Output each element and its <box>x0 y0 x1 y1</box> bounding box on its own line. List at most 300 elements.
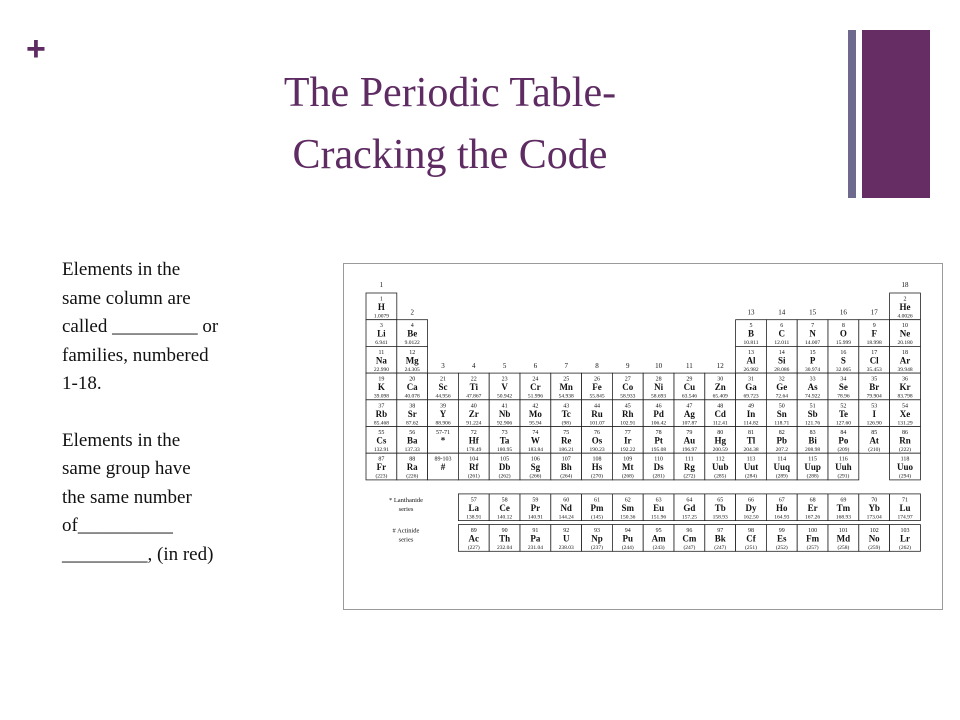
atomic-number: 89-103 <box>434 456 452 463</box>
element-symbol: Pr <box>530 502 541 513</box>
atomic-mass: (209) <box>837 447 850 453</box>
element-symbol: O <box>839 328 847 339</box>
atomic-number: 63 <box>655 497 662 504</box>
element-symbol: Am <box>651 533 666 544</box>
atomic-number: 11 <box>378 349 385 356</box>
atomic-mass: 87.62 <box>406 420 419 427</box>
element-symbol: Y <box>439 408 447 419</box>
element-symbol: Uup <box>804 462 821 473</box>
atomic-number: 74 <box>532 430 539 436</box>
group-number: 10 <box>655 362 663 371</box>
element-symbol: I <box>872 408 876 419</box>
atomic-mass: 18.998 <box>866 340 882 347</box>
element-symbol: No <box>868 533 880 544</box>
atomic-mass: 12.011 <box>774 340 790 347</box>
atomic-mass: 102.91 <box>620 420 636 427</box>
atomic-mass: 40.078 <box>404 393 420 400</box>
element-symbol: Ta <box>499 435 510 446</box>
atomic-mass: 95.94 <box>529 420 542 427</box>
atomic-mass: 69.723 <box>743 393 759 400</box>
atomic-mass: 85.468 <box>373 420 389 427</box>
element-symbol: Md <box>836 533 851 544</box>
element-symbol: Ne <box>899 328 911 339</box>
element-symbol: Cf <box>746 533 756 544</box>
atomic-mass: 195.08 <box>651 447 667 453</box>
atomic-number: 67 <box>778 497 785 504</box>
atomic-mass: 106.42 <box>651 420 667 427</box>
element-symbol: Bk <box>714 533 726 544</box>
atomic-number: 118 <box>900 456 910 463</box>
decorative-bar-thick <box>862 30 930 198</box>
atomic-mass: 20.180 <box>897 340 913 347</box>
atomic-number: 32 <box>778 376 785 383</box>
atomic-number: 52 <box>840 403 847 410</box>
atomic-number: 12 <box>409 349 416 356</box>
atomic-mass: 74.922 <box>805 393 821 400</box>
element-symbol: Yb <box>868 502 880 513</box>
element-symbol: Fe <box>592 382 602 393</box>
element-symbol: Se <box>838 382 848 393</box>
atomic-mass: 14.007 <box>805 340 821 347</box>
atomic-mass: 150.36 <box>620 514 636 521</box>
atomic-mass: 121.76 <box>805 420 821 427</box>
atomic-mass: (258) <box>837 545 850 552</box>
atomic-mass: (223) <box>375 473 388 480</box>
atomic-mass: (288) <box>806 473 819 480</box>
element-symbol: Ni <box>654 382 664 393</box>
atomic-number: 92 <box>563 528 570 535</box>
element-symbol: Lu <box>899 502 911 513</box>
atomic-mass: 101.07 <box>589 420 605 427</box>
atomic-number: 105 <box>500 456 510 463</box>
element-symbol: Ir <box>624 435 632 446</box>
atomic-number: 1 <box>379 296 383 303</box>
atomic-mass: 83.798 <box>897 393 913 400</box>
element-symbol: Dy <box>745 502 757 513</box>
atomic-mass: 78.96 <box>837 393 850 400</box>
atomic-mass: 58.933 <box>620 393 636 400</box>
atomic-number: 43 <box>563 403 570 410</box>
text-line: same group have <box>62 458 191 479</box>
atomic-number: 76 <box>594 430 600 436</box>
element-symbol: C <box>778 328 786 339</box>
atomic-number: 20 <box>409 376 416 383</box>
atomic-mass: (252) <box>775 545 788 552</box>
atomic-number: 110 <box>654 456 663 463</box>
element-symbol: Uuo <box>896 462 914 473</box>
element-symbol: Lr <box>900 533 910 544</box>
atomic-number: 45 <box>624 403 631 410</box>
element-symbol: Rb <box>375 408 388 419</box>
atomic-mass: (222) <box>899 447 911 453</box>
atomic-number: 98 <box>748 528 754 535</box>
atomic-number: 81 <box>748 430 754 436</box>
atomic-number: 35 <box>871 376 878 383</box>
atomic-mass: 232.04 <box>497 545 513 552</box>
atomic-number: 102 <box>869 528 879 535</box>
element-symbol: Cu <box>683 382 696 393</box>
atomic-mass: 1.0079 <box>373 313 389 320</box>
atomic-number: 94 <box>624 528 631 535</box>
atomic-number: 101 <box>838 528 848 535</box>
element-symbol: Xe <box>899 408 911 419</box>
atomic-number: 85 <box>871 430 878 436</box>
atomic-mass: 28.086 <box>774 366 790 373</box>
atomic-mass: 54.938 <box>558 393 574 400</box>
element-symbol: S <box>840 355 846 366</box>
atomic-number: 68 <box>809 497 816 504</box>
body-text <box>62 256 302 569</box>
atomic-number: 114 <box>777 456 787 463</box>
element-symbol: Ca <box>406 382 418 393</box>
element-symbol: Pu <box>622 533 634 544</box>
atomic-number: 57-71 <box>436 430 450 436</box>
element-symbol: Pb <box>776 435 788 446</box>
element-symbol: Sg <box>530 462 541 473</box>
element-symbol: Ac <box>468 533 480 544</box>
title-line-1: The Periodic Table- <box>283 70 617 116</box>
element-symbol: H <box>377 302 385 312</box>
paragraph-columns <box>62 256 302 399</box>
atomic-number: 24 <box>532 376 539 383</box>
atomic-number: 86 <box>902 430 908 436</box>
element-symbol: Mn <box>559 382 573 393</box>
atomic-mass: 39.098 <box>373 393 389 400</box>
atomic-mass: 6.941 <box>375 340 388 347</box>
element-symbol: Rf <box>469 462 479 473</box>
atomic-number: 37 <box>378 403 385 410</box>
element-symbol: Ti <box>469 382 478 393</box>
element-symbol: Ar <box>899 355 911 366</box>
atomic-number: 44 <box>594 403 600 410</box>
element-symbol: Cr <box>530 382 541 393</box>
atomic-mass: (284) <box>745 473 757 480</box>
atomic-number: 72 <box>470 430 477 436</box>
element-symbol: Ru <box>591 408 603 419</box>
group-number: 4 <box>472 362 476 371</box>
group-number: 16 <box>839 308 847 317</box>
atomic-number: 116 <box>839 456 848 463</box>
element-symbol: In <box>746 408 756 419</box>
atomic-mass: 32.065 <box>835 366 851 373</box>
element-symbol: Na <box>375 355 387 366</box>
element-symbol: Es <box>777 533 787 544</box>
element-symbol: Au <box>683 435 696 446</box>
atomic-mass: (270) <box>591 473 603 480</box>
atomic-number: 50 <box>778 403 785 410</box>
atomic-mass: 140.91 <box>527 514 543 521</box>
atomic-mass: (285) <box>714 473 727 480</box>
atomic-mass: 22.990 <box>373 366 389 373</box>
element-symbol: Uuh <box>835 462 852 473</box>
text-line: families, numbered <box>62 344 209 366</box>
actinide-label: series <box>398 536 414 544</box>
element-symbol: Co <box>622 382 634 393</box>
atomic-mass: 107.87 <box>681 420 697 427</box>
atomic-number: 93 <box>594 528 600 535</box>
atomic-number: 3 <box>379 323 383 330</box>
atomic-number: 34 <box>840 376 847 383</box>
atomic-number: 80 <box>717 430 724 436</box>
element-symbol: Tl <box>746 435 756 446</box>
atomic-mass: 186.21 <box>558 447 574 453</box>
group-number: 18 <box>901 281 909 289</box>
atomic-mass: 204.38 <box>743 447 759 453</box>
element-symbol: Sb <box>807 408 818 419</box>
atomic-mass: 91.224 <box>466 420 482 427</box>
atomic-number: 58 <box>501 497 508 504</box>
element-symbol: Uub <box>711 462 729 473</box>
atomic-number: 41 <box>501 403 508 410</box>
atomic-number: 25 <box>563 376 570 383</box>
atomic-number: 66 <box>748 497 754 504</box>
atomic-mass: 131.29 <box>897 420 913 427</box>
atomic-number: 100 <box>808 528 818 535</box>
element-symbol: Te <box>838 408 848 419</box>
atomic-number: 21 <box>440 376 446 383</box>
atomic-number: 65 <box>717 497 724 504</box>
atomic-mass: (226) <box>406 473 419 480</box>
atomic-number: 54 <box>902 403 908 410</box>
atomic-mass: (247) <box>714 545 727 552</box>
element-symbol: # <box>440 462 446 473</box>
element-symbol: Er <box>807 502 818 513</box>
atomic-number: 14 <box>778 349 785 356</box>
atomic-number: 26 <box>594 376 600 383</box>
atomic-number: 28 <box>655 376 662 383</box>
element-symbol: Mo <box>528 408 542 419</box>
atomic-mass: (251) <box>745 545 757 552</box>
atomic-number: 18 <box>902 349 908 356</box>
atomic-number: 62 <box>624 497 631 504</box>
atomic-mass: 126.90 <box>866 420 882 427</box>
atomic-mass: 79.904 <box>866 393 882 400</box>
atomic-number: 22 <box>470 376 477 383</box>
atomic-mass: (227) <box>467 545 480 552</box>
element-symbol: Bh <box>560 462 572 473</box>
atomic-mass: 58.693 <box>651 393 667 400</box>
atomic-number: 2 <box>903 296 907 303</box>
element-symbol: Hg <box>714 435 726 446</box>
group-number: 1 <box>379 281 384 289</box>
atomic-mass: (237) <box>591 545 603 552</box>
element-symbol: Sc <box>438 382 448 393</box>
atomic-mass: 39.948 <box>897 366 913 373</box>
atomic-mass: 15.999 <box>835 340 851 347</box>
atomic-number: 42 <box>532 403 539 410</box>
atomic-number: 103 <box>900 528 910 535</box>
element-symbol: Pd <box>653 408 664 419</box>
atomic-number: 77 <box>624 430 631 436</box>
atomic-mass: 35.453 <box>866 366 882 373</box>
element-symbol: Ba <box>406 435 418 446</box>
atomic-mass: 168.93 <box>835 514 851 521</box>
atomic-number: 33 <box>809 376 816 383</box>
element-symbol: Os <box>591 435 603 446</box>
element-symbol: At <box>869 435 879 446</box>
atomic-number: 30 <box>717 376 724 383</box>
element-symbol: Ho <box>776 502 788 513</box>
atomic-mass: 47.867 <box>466 393 482 400</box>
atomic-mass: (272) <box>683 473 696 480</box>
atomic-mass: 44.956 <box>435 393 451 400</box>
atomic-number: 56 <box>409 430 416 436</box>
atomic-number: 78 <box>655 430 662 436</box>
text-line: of__________ <box>62 515 173 536</box>
atomic-mass: 9.0122 <box>404 340 420 347</box>
atomic-number: 87 <box>378 456 385 463</box>
element-symbol: Bi <box>808 435 817 446</box>
element-symbol: Mt <box>622 462 634 473</box>
group-number: 8 <box>595 362 599 371</box>
atomic-number: 23 <box>501 376 508 383</box>
element-symbol: Zr <box>468 408 479 419</box>
element-symbol: V <box>501 382 508 393</box>
lanthanide-label: * Lanthanide <box>388 496 424 504</box>
atomic-mass: 190.23 <box>589 447 605 453</box>
atomic-mass: (243) <box>652 545 665 552</box>
element-symbol: Mg <box>405 355 419 366</box>
atomic-mass: 65.409 <box>712 393 728 400</box>
atomic-number: 47 <box>686 403 693 410</box>
element-symbol: Gd <box>683 502 696 513</box>
element-symbol: Cl <box>869 355 879 366</box>
atomic-mass: 200.59 <box>712 447 728 453</box>
atomic-mass: 231.04 <box>527 545 543 552</box>
element-symbol: Fm <box>806 533 820 544</box>
atomic-number: 15 <box>809 349 816 356</box>
element-symbol: Pa <box>530 533 541 544</box>
element-symbol: Fr <box>376 462 387 473</box>
atomic-number: 69 <box>840 497 847 504</box>
atomic-number: 57 <box>470 497 477 504</box>
atomic-number: 19 <box>378 376 385 383</box>
atomic-mass: (262) <box>899 545 911 552</box>
atomic-number: 38 <box>409 403 416 410</box>
group-number: 6 <box>533 362 538 371</box>
element-symbol: La <box>468 502 480 513</box>
element-symbol: Tm <box>836 502 851 513</box>
atomic-mass: 174.97 <box>897 514 913 521</box>
atomic-number: 91 <box>532 528 539 535</box>
text-line: same column are <box>62 287 191 309</box>
group-number: 17 <box>870 308 878 317</box>
atomic-mass: 178.49 <box>466 447 482 453</box>
atomic-number: 46 <box>655 403 662 410</box>
element-symbol: He <box>899 302 911 312</box>
atomic-mass: 144.24 <box>558 514 574 521</box>
atomic-number: 60 <box>563 497 570 504</box>
group-number: 2 <box>410 308 414 317</box>
atomic-mass: 196.97 <box>681 447 697 453</box>
element-symbol: Li <box>377 328 386 339</box>
atomic-mass: 26.982 <box>743 366 759 373</box>
element-symbol: Ga <box>745 382 757 393</box>
element-symbol: Pm <box>590 502 604 513</box>
element-symbol: Rn <box>899 435 911 446</box>
element-symbol: Si <box>778 355 786 366</box>
atomic-number: 97 <box>717 528 724 535</box>
element-symbol: Hs <box>591 462 603 473</box>
atomic-mass: 118.71 <box>774 420 790 427</box>
element-symbol: Br <box>869 382 880 393</box>
atomic-number: 49 <box>748 403 754 410</box>
atomic-number: 75 <box>563 430 570 436</box>
element-symbol: Eu <box>653 502 665 513</box>
element-symbol: Sr <box>407 408 417 419</box>
atomic-number: 5 <box>749 323 753 330</box>
text-line: 1-18. <box>62 373 102 394</box>
element-symbol: Th <box>499 533 511 544</box>
atomic-mass: 132.91 <box>373 447 389 453</box>
atomic-number: 59 <box>532 497 539 504</box>
atomic-mass: 127.60 <box>835 420 851 427</box>
text-line: Elements in the <box>62 259 181 280</box>
atomic-mass: 140.12 <box>497 514 513 521</box>
element-symbol: B <box>747 328 755 339</box>
atomic-number: 7 <box>811 323 815 330</box>
lanthanide-label: series <box>398 505 414 513</box>
atomic-mass: 183.84 <box>527 447 543 453</box>
element-symbol: Cs <box>376 435 387 446</box>
atomic-mass: 238.03 <box>558 545 574 552</box>
element-symbol: * <box>440 435 446 446</box>
element-symbol: Cd <box>714 408 726 419</box>
atomic-number: 64 <box>686 497 693 504</box>
atomic-mass: 138.91 <box>466 514 482 521</box>
group-number: 5 <box>502 362 507 371</box>
atomic-mass: (281) <box>652 473 665 480</box>
atomic-number: 48 <box>717 403 724 410</box>
atomic-mass: (294) <box>899 473 911 480</box>
atomic-mass: 55.845 <box>589 393 605 400</box>
atomic-number: 10 <box>902 323 908 330</box>
element-symbol: Sm <box>621 502 635 513</box>
atomic-number: 73 <box>501 430 508 436</box>
element-symbol: Tb <box>714 502 726 513</box>
element-symbol: Al <box>746 355 756 366</box>
element-symbol: Ra <box>406 462 418 473</box>
element-symbol: Nd <box>560 502 572 513</box>
element-symbol: Uuq <box>773 462 791 473</box>
text-line: called _________ or <box>62 316 219 337</box>
atomic-number: 104 <box>469 456 479 463</box>
group-number: 7 <box>564 362 568 371</box>
element-symbol: Nb <box>498 408 511 419</box>
element-symbol: K <box>377 382 385 393</box>
element-symbol: Sn <box>776 408 787 419</box>
element-symbol: Zn <box>714 382 726 393</box>
actinide-label: # Actinide <box>392 527 420 535</box>
atomic-number: 27 <box>624 376 631 383</box>
atomic-number: 88 <box>409 456 416 463</box>
atomic-mass: 30.974 <box>805 366 821 373</box>
atomic-number: 40 <box>470 403 477 410</box>
element-symbol: N <box>809 328 816 339</box>
atomic-mass: 88.906 <box>435 420 451 427</box>
atomic-mass: 63.546 <box>681 393 697 400</box>
group-number: 3 <box>441 362 445 371</box>
atomic-mass: 180.95 <box>497 447 513 453</box>
atomic-number: 106 <box>530 456 540 463</box>
group-number: 14 <box>778 308 786 317</box>
group-number: 12 <box>716 362 724 371</box>
element-symbol: Cm <box>682 533 697 544</box>
decorative-bar-thin <box>848 30 856 198</box>
atomic-mass: (266) <box>529 473 542 480</box>
atomic-mass: (289) <box>775 473 788 480</box>
element-symbol: Rg <box>683 462 695 473</box>
